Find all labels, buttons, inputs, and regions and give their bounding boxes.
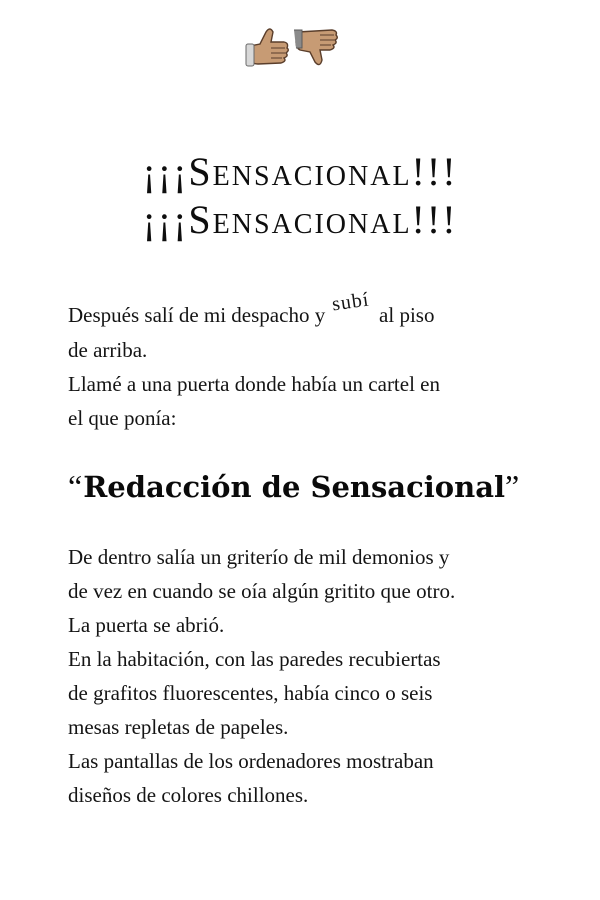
paragraph-2-line: De dentro salía un griterío de mil demonios y — [68, 545, 450, 569]
thumbs-down-icon — [294, 30, 337, 65]
thumbs-up-icon — [246, 29, 288, 66]
thumbs-svg — [244, 24, 340, 70]
paragraph-2-line: En la habitación, con las paredes recubiertas — [68, 647, 441, 671]
paragraph-2-line: de vez en cuando se oía algún gritito que otro. — [68, 579, 456, 603]
sign-open-quote: “ — [68, 468, 84, 504]
paragraph-2-line: diseños de colores chillones. — [68, 783, 309, 807]
paragraph-1 — [68, 288, 518, 435]
paragraph-2-line: de grafitos fluorescentes, había cinco o seis — [68, 681, 433, 705]
paragraph-1-line-4: el que ponía: — [68, 406, 177, 430]
title-line-1: ¡¡¡Sensacional!!! — [142, 149, 458, 194]
sign-close-quote: ” — [505, 468, 521, 504]
paragraph-2-line: Las pantallas de los ordenadores mostraban — [68, 749, 434, 773]
paragraph-1-line-2: de arriba. — [68, 338, 148, 362]
paragraph-2-line: mesas repletas de papeles. — [68, 715, 289, 739]
line-1-before: Después salí de mi despacho y — [68, 303, 326, 327]
thumbs-icons — [244, 24, 340, 70]
paragraph-1-line-3: Llamé a una puerta donde había un cartel en — [68, 372, 440, 396]
paragraph-2 — [68, 540, 518, 812]
sign-text — [68, 466, 548, 507]
line-1-after: al piso — [379, 303, 435, 327]
paragraph-2-line: La puerta se abrió. — [68, 613, 225, 637]
paragraph-1-line-1 — [68, 288, 518, 333]
sign-label: Redacción de Sensacional — [83, 470, 506, 504]
page-title — [0, 148, 600, 244]
title-line-2: ¡¡¡Sensacional!!! — [142, 197, 458, 242]
raised-word-subi: subí — [331, 288, 372, 316]
